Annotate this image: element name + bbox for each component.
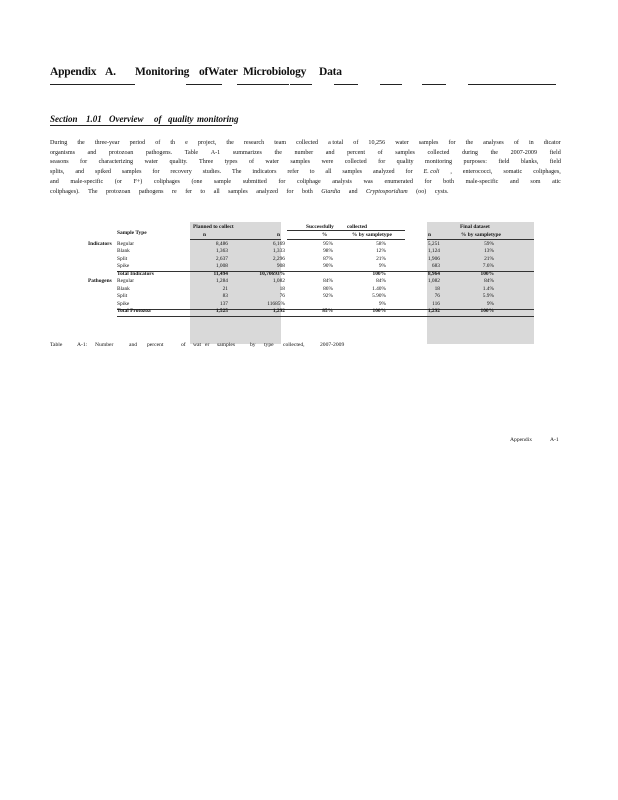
paragraph-word: (one	[191, 178, 203, 185]
paragraph-word: th	[170, 140, 176, 146]
paragraph-word: samples	[418, 140, 439, 146]
cell-success-pct-type: 9%	[378, 300, 386, 307]
cell-final-pct: 13%	[484, 248, 494, 255]
section-word: 1.01	[86, 114, 102, 124]
cell-success-pct-type: 84%	[376, 278, 386, 285]
paragraph-word: male-specific	[70, 178, 104, 185]
caption-word: percent	[147, 342, 164, 348]
paragraph-word: som	[530, 178, 541, 185]
caption-word: Number	[95, 342, 114, 348]
paragraph-word: during	[462, 149, 478, 156]
group-label: Pathogens	[88, 278, 112, 285]
table-bottom-rule	[117, 316, 534, 317]
paragraph-word: collected	[296, 140, 319, 146]
paragraph-word: of	[353, 140, 359, 146]
caption-word: of	[181, 342, 186, 348]
paragraph-word: protozoan	[108, 149, 134, 156]
paragraph-word: team	[274, 140, 287, 146]
title-underline	[422, 84, 446, 85]
cell-success-pct-type: 5.90%	[372, 293, 386, 300]
cell-success-pct-type: 58%	[376, 240, 386, 247]
section-word: Overview	[109, 114, 144, 124]
paragraph-word: (or	[114, 178, 122, 185]
paragraph-word: for	[405, 169, 413, 176]
cell-planned-n: 1,008	[215, 263, 228, 270]
paragraph-word: monitoring	[425, 159, 453, 166]
paragraph-word: samples	[228, 188, 248, 195]
paragraph-word: 10,256	[368, 140, 386, 146]
paragraph-word: coliphages	[153, 178, 180, 185]
paragraph-word: samples	[342, 169, 363, 176]
body-paragraph	[50, 139, 561, 197]
paragraph-word: organisms	[50, 149, 75, 156]
paragraph-word: blanks,	[520, 159, 539, 166]
cell-planned-n: 1,284	[215, 278, 228, 285]
paragraph-word: for	[424, 178, 432, 185]
title-word: ofWater	[199, 66, 238, 78]
cell-success-pct-type: 9%	[378, 263, 386, 270]
paragraph-word: pathogens	[138, 188, 164, 195]
paragraph-word: studies.	[202, 169, 222, 176]
paragraph-word: of	[155, 140, 161, 146]
paragraph-word: Giardia	[321, 188, 341, 195]
title-underline	[334, 84, 358, 85]
title-underline	[468, 84, 556, 85]
section-word: Section	[50, 114, 78, 124]
cell-success-n: 908	[276, 263, 285, 270]
caption-word: type	[264, 342, 274, 348]
header-sample-type: Sample Type	[117, 230, 147, 236]
paragraph-word: water	[144, 159, 159, 166]
cell-final-pct: 5.9%	[482, 293, 494, 300]
paragraph-line	[50, 139, 561, 149]
paragraph-word: and	[348, 188, 358, 195]
paragraph-word: for	[378, 159, 386, 166]
cell-final-pct: 84%	[484, 278, 494, 285]
paragraph-word: E. coli	[423, 169, 440, 176]
paragraph-word: both	[301, 188, 313, 195]
cell-planned-n: 1,525	[215, 308, 228, 315]
paragraph-word: refer	[287, 169, 299, 176]
paragraph-word: quality.	[169, 159, 188, 166]
paragraph-word: for	[286, 188, 294, 195]
paragraph-word: collected	[427, 149, 450, 156]
cell-success-pct-type: 12%	[376, 248, 386, 255]
cell-sample-type: Split	[117, 293, 128, 300]
paragraph-word: for	[152, 169, 160, 176]
table-caption	[50, 342, 350, 352]
cell-success-n: 1,292	[272, 308, 285, 315]
paragraph-word: 2007-2009	[510, 149, 537, 156]
cell-final-n: 1,124	[427, 248, 440, 255]
paragraph-word: F+)	[133, 178, 143, 185]
paragraph-word: the	[77, 140, 85, 146]
cell-planned-n: 21	[222, 285, 228, 292]
paragraph-word: samples	[121, 169, 142, 176]
cell-final-pct: 100%	[480, 308, 494, 315]
cell-planned-n: 8,486	[215, 240, 228, 247]
caption-word: Table	[50, 342, 63, 348]
paragraph-word: submitted	[242, 178, 267, 185]
paragraph-line	[50, 178, 561, 188]
paragraph-word: seasons	[50, 159, 69, 166]
paragraph-word: was	[363, 178, 373, 185]
paragraph-word: all	[213, 188, 220, 195]
paragraph-word: pathogens.	[145, 149, 173, 156]
title-underline	[380, 84, 402, 85]
paragraph-word: samples	[290, 159, 311, 166]
cell-success-pct: 92%	[323, 293, 333, 300]
paragraph-word: quality	[396, 159, 414, 166]
paragraph-word: protozoan	[106, 188, 131, 195]
section-word: of	[154, 114, 162, 124]
section-word: quality	[168, 114, 194, 124]
paragraph-word: collected	[344, 159, 367, 166]
paragraph-word: a total	[328, 140, 344, 146]
paragraph-word: Cryptosporidium	[366, 188, 408, 195]
paragraph-word: three-year	[94, 140, 120, 146]
cell-planned-n: 83	[222, 293, 228, 300]
paragraph-word: spiked	[95, 169, 111, 176]
paragraph-word: field	[549, 159, 561, 166]
cell-success-n: 11685%	[267, 300, 285, 307]
title-underline	[290, 84, 312, 85]
title-underline	[50, 84, 135, 85]
paragraph-word: During	[50, 140, 68, 146]
caption-word: wat	[193, 342, 202, 348]
paragraph-word: analyzed	[256, 188, 278, 195]
group-label: Indicators	[88, 240, 112, 247]
cell-success-pct: 84%	[323, 278, 333, 285]
paragraph-word: the	[274, 149, 282, 156]
cell-planned-n: 1,363	[215, 248, 228, 255]
paragraph-word: dicator	[543, 140, 561, 146]
paragraph-word: number	[294, 149, 314, 156]
cell-sample-type: Total Indicators	[117, 270, 154, 277]
total-rule	[117, 271, 534, 272]
header-successfully: Successfully	[306, 224, 334, 230]
paragraph-word: atic	[552, 178, 561, 185]
paragraph-word: to	[200, 188, 206, 195]
paragraph-word: for	[448, 140, 456, 146]
caption-word: A-1:	[77, 342, 88, 348]
cell-sample-type: Blank	[117, 285, 130, 292]
cell-final-pct: 100%	[480, 270, 494, 277]
paragraph-word: analyzed	[372, 169, 395, 176]
caption-word: by	[250, 342, 256, 348]
cell-final-pct: 1.4%	[482, 285, 494, 292]
cell-sample-type: Regular	[117, 240, 135, 247]
caption-word: er	[205, 342, 210, 348]
paragraph-word: both	[443, 178, 454, 185]
paragraph-word: indicators	[252, 169, 277, 176]
paragraph-word: A-1	[210, 149, 221, 156]
paragraph-word: for	[80, 159, 88, 166]
cell-final-n: 683	[431, 263, 440, 270]
cell-sample-type: Regular	[117, 278, 135, 285]
paragraph-word: field	[549, 149, 561, 156]
caption-word: 2007-2009	[320, 342, 345, 348]
paragraph-word: coliphages,	[533, 169, 561, 176]
cell-final-n: 116	[432, 300, 440, 307]
cell-final-n: 1,082	[427, 278, 440, 285]
title-word: Data	[319, 66, 342, 78]
title-word: Microbiology	[243, 66, 307, 78]
paragraph-word: field	[498, 159, 510, 166]
paragraph-word: Table	[184, 149, 199, 156]
cell-success-n: 18	[279, 285, 285, 292]
cell-planned-n: 11,494	[213, 270, 228, 277]
paragraph-word: recovery	[170, 169, 192, 176]
caption-word: samples	[217, 342, 236, 348]
header-success-pct: %	[322, 232, 328, 238]
cell-sample-type: Total Protozoa	[117, 308, 151, 315]
cell-success-pct: 87%	[323, 255, 333, 262]
paragraph-word: coliphages).	[50, 188, 80, 195]
paragraph-word: e	[185, 140, 188, 146]
paragraph-word: water	[395, 140, 409, 146]
cell-success-pct-type: 21%	[376, 255, 386, 262]
paragraph-word: types	[224, 159, 238, 166]
paragraph-word: the	[226, 140, 234, 146]
paragraph-word: in	[528, 140, 534, 146]
page-title	[50, 66, 560, 86]
paragraph-word: summarizes	[232, 149, 262, 156]
cell-sample-type: Spike	[117, 300, 130, 307]
header-final-pct: % by sampletype	[461, 232, 501, 238]
page-footer	[510, 437, 562, 447]
paragraph-word: the	[465, 140, 474, 146]
cell-sample-type: Split	[117, 255, 128, 262]
paragraph-word: water	[265, 159, 279, 166]
final-column-shade	[427, 222, 534, 344]
planned-column-shade	[190, 222, 281, 344]
cell-success-pct: 98%	[323, 248, 333, 255]
cell-success-pct: 90%	[323, 263, 333, 270]
paragraph-word: the	[490, 149, 499, 156]
paragraph-word: were	[321, 159, 334, 166]
cell-final-pct: 7.6%	[482, 263, 494, 270]
paragraph-word: period	[129, 140, 146, 146]
header-success-n: n	[277, 232, 280, 238]
title-underline	[237, 84, 289, 85]
footer-word: A-1	[550, 437, 559, 443]
paragraph-word: characterizing	[98, 159, 134, 166]
paragraph-word: and	[509, 178, 519, 185]
paragraph-line	[50, 188, 449, 198]
paragraph-word: of	[377, 149, 383, 156]
paragraph-word: cysts.	[434, 188, 449, 195]
header-rule	[190, 239, 281, 240]
paragraph-word: ,	[450, 169, 452, 176]
cell-final-n: 18	[434, 285, 440, 292]
paragraph-word: male-specific	[465, 178, 499, 185]
cell-final-n: 5,251	[427, 240, 440, 247]
paragraph-word: and	[325, 149, 335, 156]
header-planned-n: n	[203, 232, 206, 238]
paragraph-word: enumerated	[384, 178, 413, 185]
caption-word: collected,	[283, 342, 305, 348]
cell-planned-n: 137	[219, 300, 228, 307]
paragraph-word: and	[87, 149, 97, 156]
header-success-pct-type: % by sampletype	[352, 232, 392, 238]
cell-success-n: 10,70693%	[259, 270, 285, 277]
cell-sample-type: Blank	[117, 248, 130, 255]
paragraph-word: samples	[395, 149, 415, 156]
title-word: A.	[105, 66, 116, 78]
paragraph-word: to	[309, 169, 315, 176]
paragraph-word: purposes:	[463, 159, 487, 166]
paragraph-word: percent	[347, 149, 366, 156]
paragraph-word: of	[513, 140, 519, 146]
paragraph-word: splits,	[50, 169, 65, 176]
cell-final-n: 1,292	[427, 308, 440, 315]
header-planned: Planned to collect	[193, 224, 234, 230]
cell-planned-n: 2,637	[215, 255, 228, 262]
paragraph-word: The	[88, 188, 98, 195]
paragraph-word: analysis	[332, 178, 352, 185]
cell-success-pct: 95%	[323, 240, 333, 247]
section-heading	[50, 114, 310, 128]
paragraph-word: Three	[198, 159, 214, 166]
cell-success-pct: 85%	[322, 308, 333, 315]
cell-final-pct: 9%	[486, 300, 494, 307]
cell-success-pct: 86%	[323, 285, 333, 292]
paragraph-word: and	[75, 169, 85, 176]
paragraph-word: for	[278, 178, 286, 185]
caption-word: and	[129, 342, 138, 348]
paragraph-word: all	[325, 169, 332, 176]
paragraph-word: The	[232, 169, 242, 176]
cell-final-pct: 21%	[484, 255, 494, 262]
samples-table	[50, 222, 534, 346]
cell-final-n: 76	[434, 293, 440, 300]
cell-success-n: 76	[279, 293, 285, 300]
header-rule	[287, 239, 405, 240]
cell-success-pct-type: 100%	[372, 270, 386, 277]
paragraph-word: somatic	[503, 169, 523, 176]
paragraph-word: coliphage	[296, 178, 321, 185]
paragraph-line	[50, 149, 561, 159]
section-word: monitoring	[197, 114, 239, 124]
paragraph-word: and	[50, 178, 59, 185]
cell-success-n: 1,333	[272, 248, 285, 255]
cell-final-n: 1,906	[427, 255, 440, 262]
header-rule	[287, 230, 405, 231]
paragraph-word: sample	[213, 178, 232, 185]
header-collected: collected	[347, 224, 368, 230]
cell-success-n: 1,082	[272, 278, 285, 285]
section-underline	[50, 125, 232, 126]
paragraph-word: project,	[197, 140, 217, 146]
header-final: Final dataset	[460, 224, 490, 230]
header-rule	[427, 239, 534, 240]
paragraph-word: research	[243, 140, 265, 146]
paragraph-word: re	[172, 188, 177, 195]
title-underline	[186, 84, 222, 85]
paragraph-word: fer	[185, 188, 192, 195]
paragraph-word: enterococci,	[462, 169, 493, 176]
title-word: Appendix	[50, 66, 97, 78]
paragraph-word: (oo)	[416, 188, 427, 195]
cell-final-n: 8,964	[427, 270, 440, 277]
cell-success-pct-type: 1.40%	[372, 285, 386, 292]
footer-word: Appendix	[510, 437, 533, 443]
cell-success-n: 6,169	[272, 240, 285, 247]
paragraph-word: of	[248, 159, 254, 166]
paragraph-word: analyses	[483, 140, 504, 146]
cell-sample-type: Spike	[117, 263, 130, 270]
cell-success-n: 2,296	[272, 255, 285, 262]
paragraph-line	[50, 158, 561, 168]
cell-final-pct: 59%	[484, 240, 494, 247]
header-final-n: n	[428, 232, 431, 238]
cell-success-pct-type: 100%	[372, 308, 386, 315]
title-word: Monitoring	[135, 66, 190, 78]
paragraph-line	[50, 168, 561, 178]
